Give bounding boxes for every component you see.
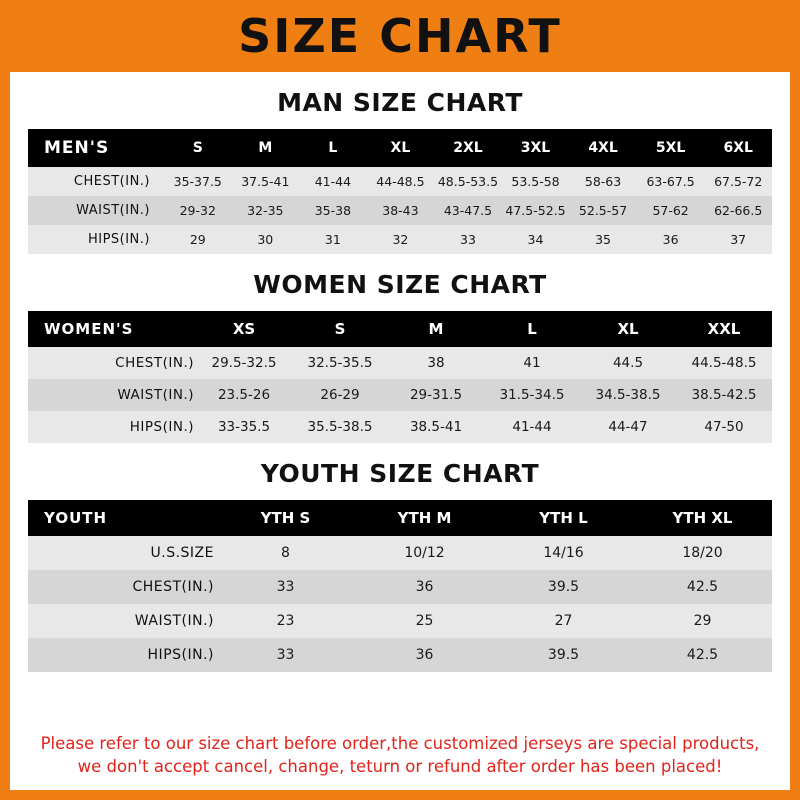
women-header-l: L [527,320,537,338]
men-header-m: M [258,140,273,156]
men-header-3xl: 3XL [520,140,551,156]
cell: 31 [299,225,367,254]
cell: 58-63 [569,167,637,196]
youth-header-label: YOUTH [44,509,108,527]
men-table-body [28,167,772,254]
women-size-section [28,270,772,443]
women-header-xl: XL [617,320,639,338]
cell: 34 [502,225,570,254]
youth-table-body [28,536,772,672]
cell: 32.5-35.5 [292,347,388,379]
cell: 44.5-48.5 [676,347,772,379]
cell: 44-47 [580,411,676,443]
row-label: U.S.SIZE [28,536,216,570]
youth-header-xl: YTH XL [672,509,733,527]
cell: 33-35.5 [196,411,292,443]
cell: 57-62 [637,196,705,225]
cell: 41 [484,347,580,379]
cell: 35 [569,225,637,254]
cell: 8 [216,536,355,570]
youth-header-m: YTH M [397,509,452,527]
youth-section-title: YOUTH SIZE CHART [260,459,540,488]
youth-header-l: YTH L [539,509,588,527]
women-section-title: WOMEN SIZE CHART [253,270,547,299]
cell: 33 [216,570,355,604]
row-label: CHEST(IN.) [28,167,164,196]
cell: 14/16 [494,536,633,570]
women-header-xxl: XXL [707,320,741,338]
header-bar [0,0,800,72]
cell: 23 [216,604,355,638]
youth-size-table [28,500,772,672]
table-row [28,604,772,638]
cell: 36 [355,638,494,672]
row-label: HIPS(IN.) [28,638,216,672]
cell: 23.5-26 [196,379,292,411]
men-header-label: MEN'S [44,138,110,158]
cell: 10/12 [355,536,494,570]
table-row [28,411,772,443]
table-row [28,638,772,672]
cell: 38.5-41 [388,411,484,443]
cell: 29 [633,604,772,638]
table-row [28,225,772,254]
men-section-title: MAN SIZE CHART [277,88,523,117]
men-header-6xl: 6XL [723,140,753,156]
cell: 41-44 [299,167,367,196]
youth-size-section [28,459,772,672]
cell: 67.5-72 [704,167,772,196]
cell: 62-66.5 [704,196,772,225]
footer-disclaimer [10,727,790,790]
cell: 39.5 [494,638,633,672]
row-label: HIPS(IN.) [28,225,164,254]
row-label: CHEST(IN.) [28,347,196,379]
youth-header-s: YTH S [260,509,311,527]
table-row [28,196,772,225]
footer-line-1: Please refer to our size chart before order,the customized jerseys are special products, [40,734,760,754]
cell: 37 [704,225,772,254]
men-size-section [28,88,772,254]
chart-content [10,72,790,727]
cell: 42.5 [633,570,772,604]
cell: 35-38 [299,196,367,225]
row-label: HIPS(IN.) [28,411,196,443]
youth-table-header [28,500,772,536]
row-label: WAIST(IN.) [28,379,196,411]
women-table-header [28,311,772,347]
cell: 35-37.5 [164,167,232,196]
cell: 25 [355,604,494,638]
cell: 27 [494,604,633,638]
cell: 43-47.5 [434,196,502,225]
cell: 44-48.5 [367,167,435,196]
cell: 47.5-52.5 [502,196,570,225]
cell: 30 [232,225,300,254]
table-header-row [28,311,772,347]
cell: 42.5 [633,638,772,672]
cell: 32-35 [232,196,300,225]
men-size-table [28,129,772,254]
cell: 33 [216,638,355,672]
footer-line-2: we don't accept cancel, change, teturn or refund after order has been placed! [77,756,723,776]
men-header-5xl: 5XL [655,140,686,156]
cell: 33 [434,225,502,254]
cell: 63-67.5 [637,167,705,196]
cell: 38.5-42.5 [676,379,772,411]
cell: 38 [388,347,484,379]
women-table-body [28,347,772,443]
cell: 37.5-41 [232,167,300,196]
cell: 41-44 [484,411,580,443]
table-row [28,536,772,570]
women-size-table [28,311,772,443]
women-header-xs: XS [232,320,256,338]
row-label: WAIST(IN.) [28,196,164,225]
table-row [28,167,772,196]
row-label: WAIST(IN.) [28,604,216,638]
cell: 36 [637,225,705,254]
cell: 36 [355,570,494,604]
women-header-s: S [334,320,346,338]
men-header-xl: XL [390,140,411,156]
cell: 38-43 [367,196,435,225]
cell: 53.5-58 [502,167,570,196]
table-row [28,347,772,379]
cell: 29-31.5 [388,379,484,411]
cell: 48.5-53.5 [434,167,502,196]
men-header-2xl: 2XL [453,140,483,156]
cell: 29-32 [164,196,232,225]
table-row [28,379,772,411]
cell: 44.5 [580,347,676,379]
men-table-header [28,129,772,167]
table-header-row [28,129,772,167]
cell: 29.5-32.5 [196,347,292,379]
cell: 34.5-38.5 [580,379,676,411]
table-header-row [28,500,772,536]
cell: 31.5-34.5 [484,379,580,411]
cell: 39.5 [494,570,633,604]
cell: 26-29 [292,379,388,411]
cell: 35.5-38.5 [292,411,388,443]
cell: 18/20 [633,536,772,570]
cell: 29 [164,225,232,254]
table-row [28,570,772,604]
women-header-label: WOMEN'S [44,320,134,338]
men-header-l: L [328,140,338,156]
bottom-accent-bar [0,790,800,800]
row-label: CHEST(IN.) [28,570,216,604]
cell: 47-50 [676,411,772,443]
page-title: SIZE CHART [238,9,562,63]
women-header-m: M [428,320,444,338]
cell: 32 [367,225,435,254]
men-header-s: S [192,140,203,156]
men-header-4xl: 4XL [588,140,618,156]
cell: 52.5-57 [569,196,637,225]
